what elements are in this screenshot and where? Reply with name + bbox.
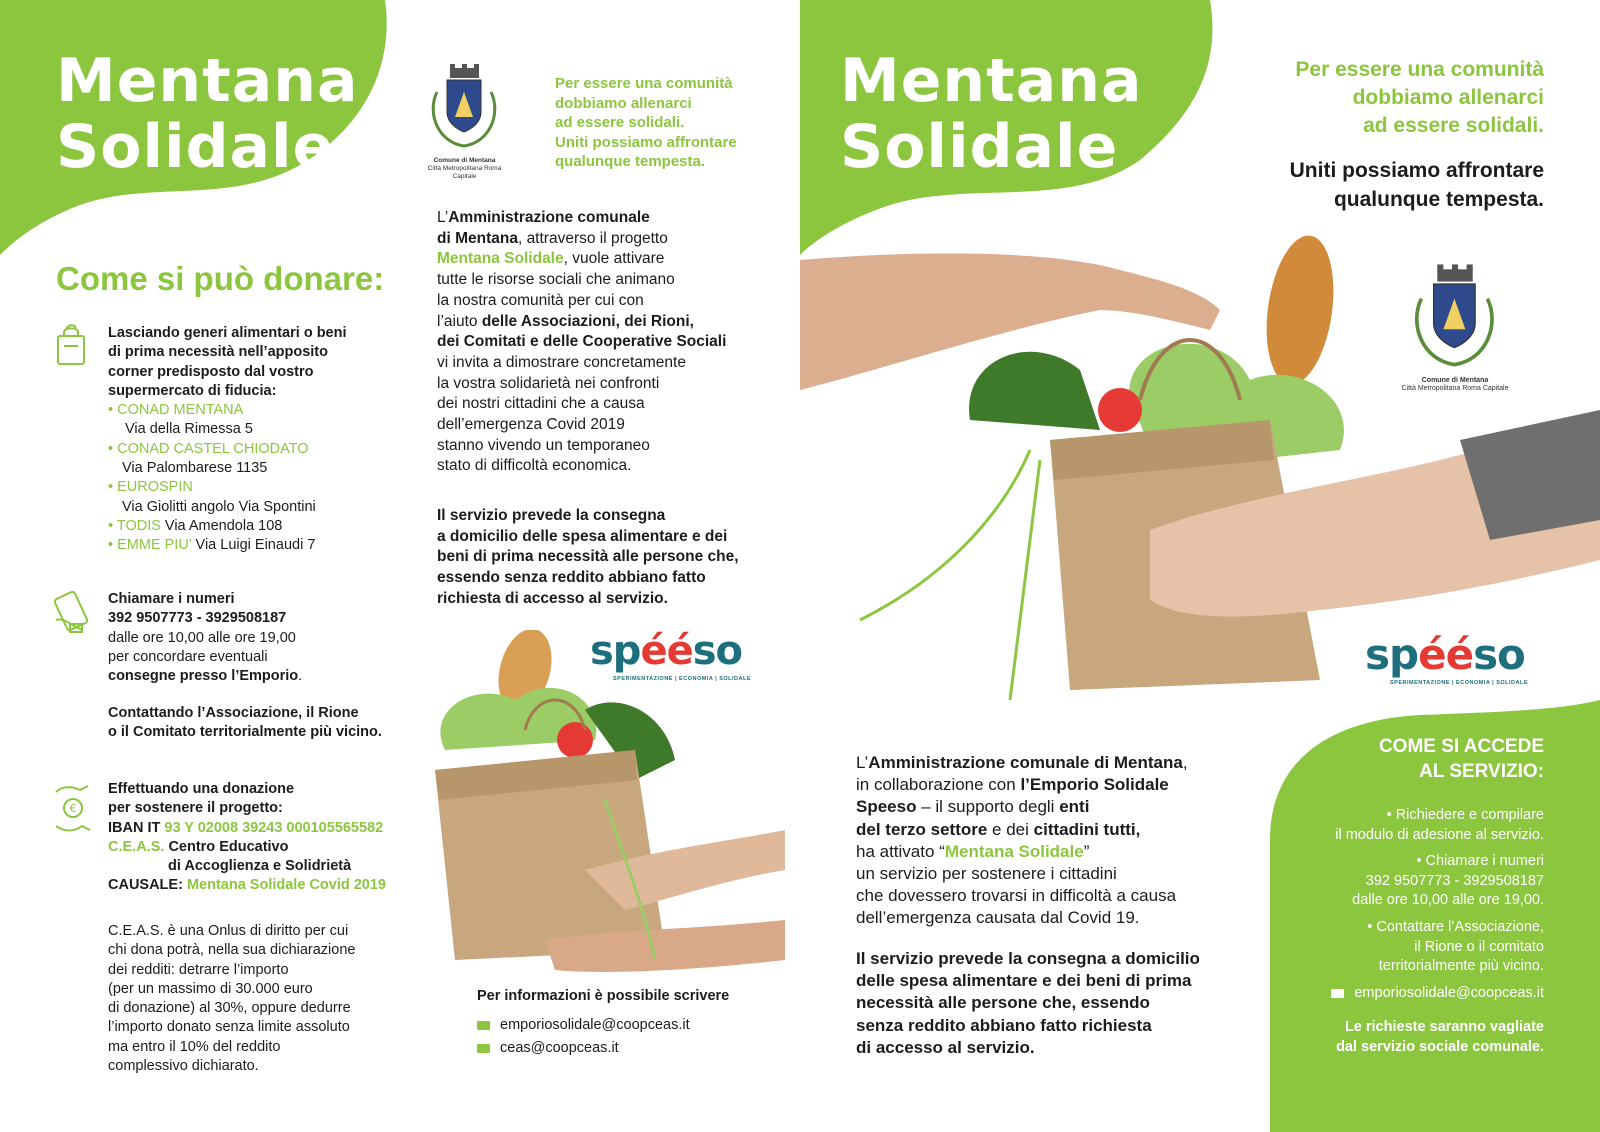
speeso-logo: spééso: [590, 628, 743, 674]
store-item: • EUROSPIN: [108, 479, 193, 496]
ceas-info: [108, 922, 395, 1076]
info-emails: [477, 1014, 690, 1060]
store-name: CONAD MENTANA: [117, 402, 244, 419]
mail-icon: [1331, 989, 1344, 998]
motto-line: Uniti possiamo affrontare: [1289, 159, 1544, 182]
motto-line: Per essere una comunità: [1295, 58, 1544, 81]
title-line-1: Mentana: [56, 46, 359, 116]
mail-icon: [477, 1021, 490, 1030]
project-name: Mentana Solidale: [944, 841, 1084, 861]
main-title: [56, 48, 359, 180]
donate-intro-line: corner predisposto dal vostro: [108, 363, 314, 380]
store-item: • CONAD CASTEL CHIODATO: [108, 440, 309, 457]
service-description: [437, 506, 739, 610]
body-bold: enti: [1059, 797, 1090, 817]
body-text: ha attivato “: [856, 841, 945, 861]
cover-motto-green: [1295, 56, 1544, 140]
email-link[interactable]: ceas@coopceas.it: [500, 1040, 619, 1056]
contact-block: [108, 704, 382, 743]
lead-text: , vuole attivare: [563, 250, 665, 268]
phone-hand-icon: [52, 590, 94, 632]
title-line-2: Solidale: [56, 112, 335, 182]
lead-text: stato di difficoltà economica.: [437, 457, 632, 475]
email-link[interactable]: emporiosolidale@coopceas.it: [500, 1017, 690, 1033]
donate-intro-line: supermercato di fiducia:: [108, 382, 277, 399]
access-item: [1335, 806, 1544, 845]
motto-line: qualunque tempesta.: [555, 153, 706, 170]
email-link[interactable]: emporiosolidale@coopceas.it: [1354, 985, 1544, 1001]
iban-value: 93 Y 02008 39243 000105565582: [164, 819, 384, 836]
body-bold: l’Emporio Solidale: [1020, 775, 1169, 795]
causale-label: CAUSALE:: [108, 877, 183, 894]
service-line: delle spesa alimentare e dei beni di prima: [856, 971, 1192, 991]
store-name: CONAD CASTEL CHIODATO: [117, 440, 309, 457]
lead-bold: dei Comitati e delle Cooperative Sociali: [437, 333, 727, 351]
lead-text: la nostra comunità per cui con: [437, 291, 644, 309]
mail-icon: [477, 1044, 490, 1053]
cover-body: [856, 752, 1188, 930]
donation-block: [108, 780, 395, 896]
title-line-2: Solidale: [840, 112, 1119, 182]
how-to-donate-heading: Come si può donare:: [56, 260, 385, 297]
store-name: EMME PIU’: [117, 537, 192, 554]
access-note: [1336, 1018, 1544, 1057]
call-tail: .: [298, 668, 303, 685]
body-text: ,: [1182, 753, 1188, 772]
service-line: richiesta di accesso al servizio.: [437, 589, 668, 607]
motto-line: Uniti possiamo affrontare: [555, 133, 737, 151]
store-item: • EMME PIU’ Via Luigi Einaudi 7: [108, 537, 316, 554]
store-name: EUROSPIN: [117, 479, 193, 496]
ceas-text-line: ma entro il 10% del reddito: [108, 1038, 281, 1055]
call-block: [108, 590, 302, 686]
body-bold: cittadini tutti,: [1033, 819, 1141, 839]
body-text: ”: [1083, 841, 1090, 861]
lead-text: tutte le risorse sociali che animano: [437, 271, 675, 289]
access-note-line: Le richieste saranno vagliate: [1344, 1019, 1544, 1035]
cover-title: [840, 48, 1143, 180]
causale-value: Mentana Solidale Covid 2019: [186, 877, 386, 894]
body-text: dell’emergenza causata dal Covid 19.: [856, 908, 1140, 928]
ceas-text-line: complessivo dichiarato.: [108, 1058, 259, 1075]
access-line: dalle ore 10,00 alle ore 19,00.: [1352, 892, 1544, 908]
donation-line: Effettuando una donazione: [108, 781, 295, 797]
contact-line: o il Comitato territorialmente più vicino.: [108, 724, 382, 741]
store-item: • CONAD MENTANA: [108, 402, 244, 419]
crest-icon: [417, 62, 512, 152]
access-line: il modulo di adesione al servizio.: [1335, 826, 1544, 843]
motto-line: Per essere una comunità: [555, 75, 733, 92]
call-emporio: consegne presso l’Emporio: [108, 668, 299, 685]
body-text: un servizio per sostenere i cittadini: [856, 864, 1117, 884]
panel-info: [395, 0, 800, 1132]
cover-service: [856, 948, 1200, 1059]
crest-caption: Comune di Mentana: [1421, 377, 1489, 384]
lead-text: L’: [437, 209, 449, 226]
service-line: necessità alle persone che, essendo: [856, 993, 1150, 1013]
municipal-crest: [417, 62, 512, 181]
speeso-tagline: SPERIMENTAZIONE | ECONOMIA | SOLIDALE: [613, 676, 751, 682]
lead-text: vi invita a dimostrare concretamente: [437, 353, 686, 371]
lead-text: dei nostri cittadini che a causa: [437, 395, 645, 413]
ceas-text-line: chi dona potrà, nella sua dichiarazione: [108, 942, 356, 959]
motto-line: ad essere solidali.: [555, 114, 685, 131]
motto-line: dobbiamo allenarci: [555, 94, 692, 112]
title-line-1: Mentana: [840, 46, 1143, 116]
store-item: • TODIS Via Amendola 108: [108, 517, 283, 534]
ceas-text-line: dei redditi: detrarre l’importo: [108, 961, 289, 978]
lead-bold: Amministrazione comunale: [448, 209, 650, 226]
access-item: [1367, 918, 1544, 977]
body-text: L’: [856, 753, 869, 772]
lead-text: , attraverso il progetto: [517, 229, 668, 247]
access-item: [1352, 852, 1544, 911]
lead-text: l’aiuto: [437, 312, 478, 330]
speeso-logo-2: spééso: [1365, 630, 1525, 679]
service-line: essendo senza reddito abbiano fatto: [437, 569, 706, 587]
crest-icon: [1390, 262, 1520, 372]
store-name: TODIS: [116, 517, 161, 534]
panel-donate: [0, 0, 395, 1132]
body-bold: Speeso: [856, 797, 917, 817]
crest-caption: Città Metropolitana Roma Capitale: [1401, 385, 1509, 392]
store-address: Via Luigi Einaudi 7: [195, 537, 316, 554]
motto-line: dobbiamo allenarci: [1352, 86, 1544, 109]
cover-motto-dark: [1290, 156, 1544, 214]
lead-bold: delle Associazioni, dei Rioni,: [481, 312, 694, 330]
speeso-tagline-2: SPERIMENTAZIONE | ECONOMIA | SOLIDALE: [1390, 680, 1528, 686]
access-note-line: dal servizio sociale comunale.: [1336, 1038, 1544, 1055]
shopping-bag-icon: [52, 322, 94, 364]
service-line: di accesso al servizio.: [856, 1037, 1035, 1057]
lead-text: la vostra solidarietà nei confronti: [437, 374, 660, 392]
donate-intro-line: Lasciando generi alimentari o beni: [108, 325, 347, 341]
access-line: 392 9507773 - 3929508187: [1365, 872, 1544, 889]
service-line: Il servizio prevede la consegna: [437, 507, 666, 524]
motto-line: qualunque tempesta.: [1333, 188, 1544, 211]
access-line: il Rione o il comitato: [1414, 938, 1544, 955]
project-name: Mentana Solidale: [437, 250, 564, 268]
access-line: • Richiedere e compilare: [1386, 807, 1544, 823]
body-text: che dovessero trovarsi in difficoltà a causa: [856, 886, 1177, 906]
ceas-name: di Accoglienza e Solidrietà: [168, 858, 352, 875]
donation-line: per sostenere il progetto:: [108, 800, 283, 817]
access-title-line: AL SERVIZIO:: [1419, 761, 1544, 782]
call-numbers: 392 9507773 - 3929508187: [108, 610, 287, 627]
body-text: e dei: [987, 819, 1029, 839]
info-heading: Per informazioni è possibile scrivere: [477, 988, 730, 1004]
call-line: Chiamare i numeri: [108, 591, 235, 607]
body-bold: Amministrazione comunale di Mentana: [868, 753, 1183, 772]
ceas-text-line: di donazione) al 30%, oppure dedurre: [108, 1000, 351, 1017]
service-line: beni di prima necessità alle persone che,: [437, 548, 739, 566]
access-title-line: COME SI ACCEDE: [1378, 736, 1544, 757]
ceas-text-line: C.E.A.S. è una Onlus di diritto per cui: [108, 923, 349, 939]
lead-bold: di Mentana: [437, 229, 518, 247]
ceas-text-line: l’importo donato senza limite assoluto: [108, 1019, 350, 1036]
service-line: Il servizio prevede la consegna a domicilio: [856, 949, 1200, 968]
panel-cover-left: [800, 0, 1270, 1132]
ceas-name: Centro Educativo: [168, 838, 289, 855]
store-address: Via Amendola 108: [164, 517, 283, 534]
access-email-row: [1331, 984, 1544, 1004]
crest-caption: Comune di Mentana: [433, 157, 496, 164]
body-bold: del terzo settore: [856, 819, 988, 839]
panel-cover-right: [1240, 0, 1600, 1132]
body-text: – il supporto degli: [916, 797, 1055, 817]
euro-hand-icon: [52, 780, 94, 822]
grocery-bag-illustration: [405, 630, 785, 980]
access-heading: [1379, 734, 1544, 784]
call-hours: dalle ore 10,00 alle ore 19,00: [108, 629, 296, 646]
municipal-crest-2: [1390, 262, 1520, 393]
access-line: • Chiamare i numeri: [1416, 853, 1544, 869]
contact-line: Contattando l’Associazione, il Rione: [108, 705, 359, 721]
donate-intro-line: di prima necessità nell’apposito: [108, 344, 328, 361]
ceas-text-line: (per un massimo di 30.000 euro: [108, 980, 313, 997]
administration-intro: [437, 208, 726, 477]
lead-text: stanno vivendo un temporaneo: [437, 436, 650, 454]
store-address: Via della Rimessa 5: [125, 421, 253, 438]
access-line: • Contattare l’Associazione,: [1367, 919, 1544, 935]
crest-caption: Città Metropolitana Roma Capitale: [427, 165, 502, 180]
lead-text: dell’emergenza Covid 2019: [437, 416, 625, 434]
svg-text:€: €: [69, 802, 77, 815]
store-address: Via Palombarese 1135: [122, 460, 268, 477]
service-line: senza reddito abbiano fatto richiesta: [856, 1015, 1152, 1035]
body-text: in collaborazione con: [856, 775, 1016, 795]
ceas-label: C.E.A.S.: [108, 838, 165, 855]
iban-label: IBAN IT: [108, 819, 161, 836]
store-address: Via Giolitti angolo Via Spontini: [122, 498, 316, 515]
call-line: per concordare eventuali: [108, 648, 268, 665]
access-line: territorialmente più vicino.: [1378, 958, 1544, 974]
service-line: a domicilio delle spesa alimentare e dei: [437, 527, 728, 545]
motto-line: ad essere solidali.: [1363, 114, 1544, 137]
donate-food-block: [108, 324, 347, 556]
motto-small: [555, 74, 737, 172]
